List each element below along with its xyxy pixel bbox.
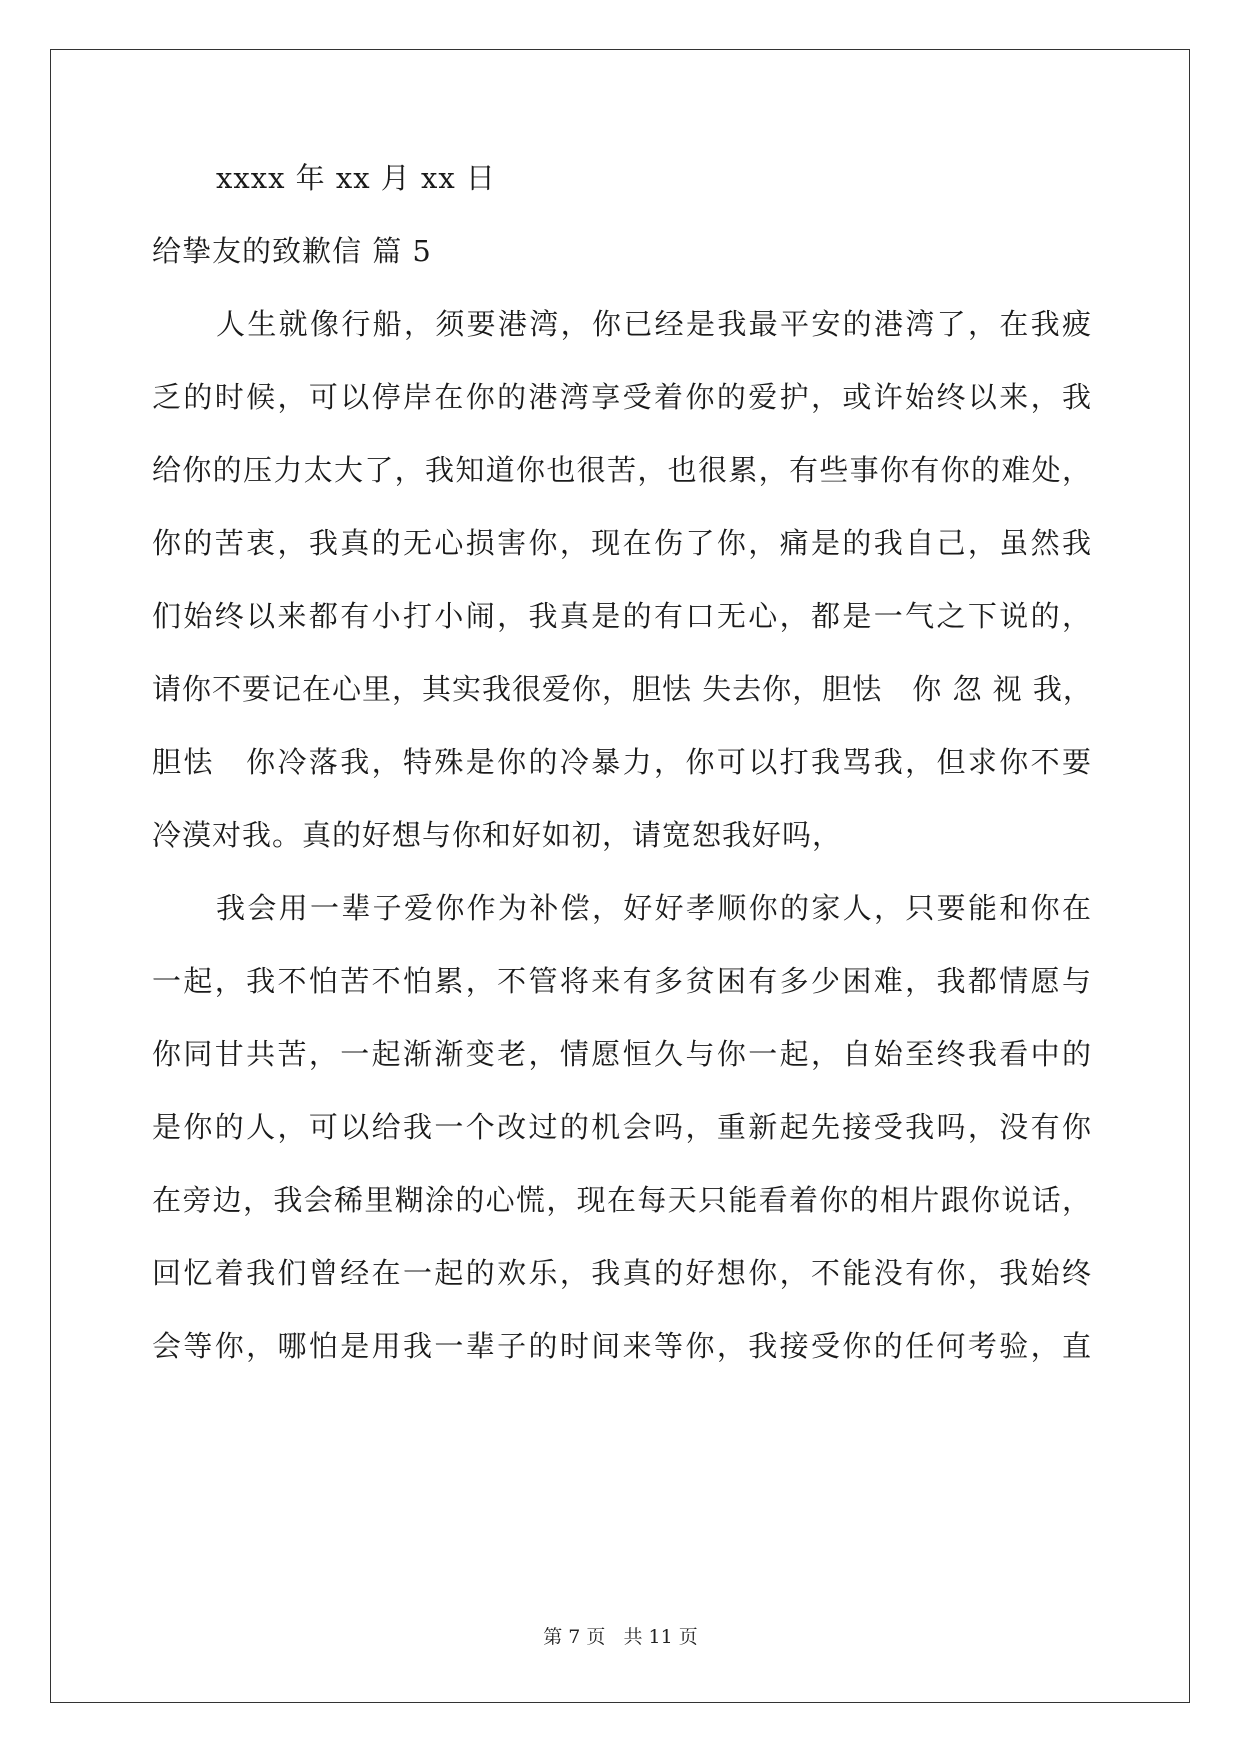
page-border: [50, 49, 1190, 1703]
page-total: 共 11 页: [623, 1626, 698, 1648]
text-line: 回忆着我们曾经在一起的欢乐，我真的好想你，不能没有你，我始终: [152, 1256, 1092, 1290]
text-line: 请你不要记在心里，其实我很爱你，胆怯 失去你，胆怯 你 忽 视 我，: [152, 672, 1093, 706]
section-title: 给挚友的致歉信 篇 5: [152, 234, 432, 268]
text-line: 乏的时候，可以停岸在你的港湾享受着你的爱护，或许始终以来，我: [152, 380, 1092, 414]
text-line: 给你的压力太大了，我知道你也很苦，也很累，有些事你有你的难处，: [152, 453, 1092, 487]
text-line: 在旁边，我会稀里糊涂的心慌，现在每天只能看着你的相片跟你说话，: [152, 1183, 1092, 1217]
text-line: 冷漠对我。真的好想与你和好如初，请宽恕我好吗，: [152, 818, 843, 852]
page-footer: [0, 1625, 1241, 1649]
text-line: 你同甘共苦，一起渐渐变老，情愿恒久与你一起，自始至终我看中的: [152, 1037, 1092, 1071]
date-line: xxxx 年 xx 月 xx 日: [216, 161, 496, 195]
text-line: 一起，我不怕苦不怕累，不管将来有多贫困有多少困难，我都情愿与: [152, 964, 1092, 998]
text-line: 们始终以来都有小打小闹，我真是的有口无心，都是一气之下说的，: [152, 599, 1092, 633]
text-line: 会等你，哪怕是用我一辈子的时间来等你，我接受你的任何考验，直: [152, 1329, 1092, 1363]
text-line: 人生就像行船，须要港湾，你已经是我最平安的港湾了，在我疲: [216, 307, 1092, 341]
text-line: 是你的人，可以给我一个改过的机会吗，重新起先接受我吗，没有你: [152, 1110, 1092, 1144]
page-number: 第 7 页: [543, 1626, 606, 1648]
text-line: 我会用一辈子爱你作为补偿，好好孝顺你的家人，只要能和你在: [216, 891, 1092, 925]
text-line: 胆怯 你冷落我，特殊是你的冷暴力，你可以打我骂我，但求你不要: [152, 745, 1092, 779]
text-line: 你的苦衷，我真的无心损害你，现在伤了你，痛是的我自己，虽然我: [152, 526, 1092, 560]
